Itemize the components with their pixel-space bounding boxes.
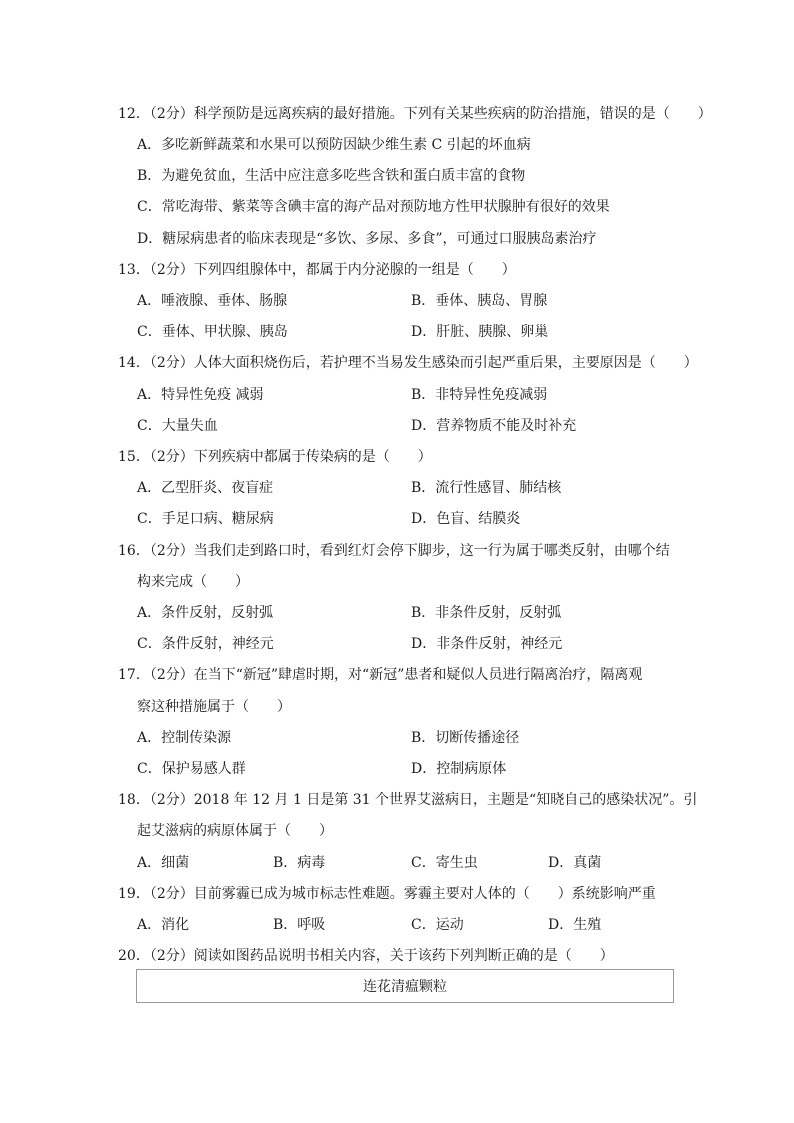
question-13-option-c: C．垂体、甲状腺、胰岛	[137, 324, 288, 340]
question-19-option-b: B．呼吸	[273, 917, 326, 933]
question-13-option-d: D．肝脏、胰腺、卵巢	[411, 324, 549, 340]
question-13-option-a: A．唾液腺、垂体、肠腺	[137, 293, 288, 309]
question-16-option-c: C．条件反射，神经元	[137, 636, 274, 652]
medicine-label-box	[136, 969, 674, 1003]
question-19-stem: 19．（2分）目前雾霾已成为城市标志性难题。雾霾主要对人体的（ ）系统影响严重	[118, 886, 656, 902]
question-14-stem: 14．（2分）人体大面积烧伤后，若护理不当易发生感染而引起严重后果，主要原因是（ ）	[118, 355, 698, 371]
question-15-option-a: A．乙型肝炎、夜盲症	[137, 480, 274, 496]
question-15-option-c: C．手足口病、糖尿病	[137, 511, 274, 527]
question-15-stem: 15．（2分）下列疾病中都属于传染病的是（ ）	[118, 449, 432, 465]
question-12-option-a: A．多吃新鲜蔬菜和水果可以预防因缺少维生素 C 引起的坏血病	[137, 137, 531, 153]
question-17-stem-line-2: 察这种措施属于（ ）	[137, 699, 291, 715]
question-19-option-c: C．运动	[411, 917, 464, 933]
question-14-option-a: A．特异性免疫 减弱	[137, 387, 264, 403]
question-13-option-b: B．垂体、胰岛、胃腺	[411, 293, 548, 309]
question-14-option-d: D．营养物质不能及时补充	[411, 418, 577, 434]
question-18-option-b: B．病毒	[273, 855, 326, 871]
question-16-stem-line-1: 16．（2分）当我们走到路口时，看到红灯会停下脚步，这一行为属于哪类反射，由哪个结	[118, 543, 670, 559]
question-19-option-d: D．生殖	[548, 917, 602, 933]
question-16-option-d: D．非条件反射，神经元	[411, 636, 563, 652]
question-14-option-c: C．大量失血	[137, 418, 218, 434]
question-17-option-d: D．控制病原体	[411, 761, 507, 777]
question-18-option-d: D．真菌	[548, 855, 602, 871]
question-12-option-c: C．常吃海带、紫菜等含碘丰富的海产品对预防地方性甲状腺肿有很好的效果	[137, 199, 610, 215]
question-12-stem: 12．（2分）科学预防是远离疾病的最好措施。下列有关某些疾病的防治措施，错误的是（ ）	[118, 106, 712, 122]
question-18-stem-line-2: 起艾滋病的病原体属于（ ）	[137, 823, 333, 839]
question-20-stem: 20．（2分）阅读如图药品说明书相关内容，关于该药下列判断正确的是（ ）	[118, 948, 614, 964]
question-17-stem-line-1: 17．（2分）在当下“新冠”肆虐时期，对“新冠”患者和疑似人员进行隔离治疗，隔离观	[118, 667, 643, 683]
question-17-option-a: A．控制传染源	[137, 730, 232, 746]
question-18-option-a: A．细菌	[137, 855, 190, 871]
question-17-option-b: B．切断传播途径	[411, 730, 520, 746]
question-15-option-d: D．色盲、结膜炎	[411, 511, 521, 527]
medicine-label-title: 连花清瘟颗粒	[363, 979, 447, 995]
question-13-stem: 13．（2分）下列四组腺体中，都属于内分泌腺的一组是（ ）	[118, 262, 516, 278]
question-19-option-a: A．消化	[137, 917, 190, 933]
question-16-option-b: B．非条件反射，反射弧	[411, 605, 562, 621]
question-14-option-b: B．非特异性免疫减弱	[411, 387, 548, 403]
question-16-stem-line-2: 构来完成（ ）	[137, 574, 249, 590]
question-17-option-c: C．保护易感人群	[137, 761, 246, 777]
question-15-option-b: B．流行性感冒、肺结核	[411, 480, 562, 496]
question-16-option-a: A．条件反射，反射弧	[137, 605, 274, 621]
question-12-option-b: B．为避免贫血，生活中应注意多吃些含铁和蛋白质丰富的食物	[137, 168, 526, 184]
question-18-stem-line-1: 18．（2分）2018 年 12 月 1 日是第 31 个世界艾滋病日，主题是“知晓自己的感染状况”。引	[118, 792, 698, 808]
question-18-option-c: C．寄生虫	[411, 855, 478, 871]
question-12-option-d: D．糖尿病患者的临床表现是“多饮、多尿、多食”，可通过口服胰岛素治疗	[137, 231, 597, 247]
